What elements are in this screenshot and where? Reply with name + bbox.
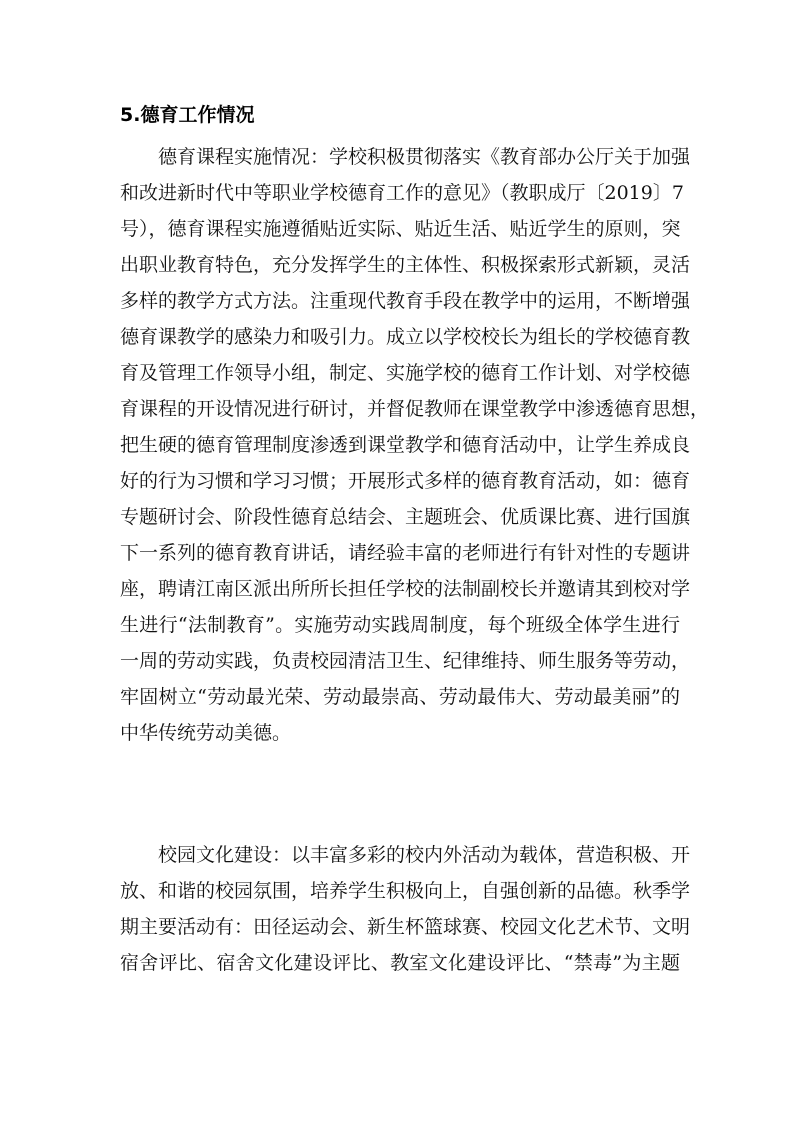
paragraph-line: 牢固树立“劳动最光荣、劳动最崇高、劳动最伟大、劳动最美丽”的 xyxy=(120,686,680,708)
paragraph-line: 座，聘请江南区派出所所长担任学校的法制副校长并邀请其到校对学 xyxy=(120,578,691,600)
paragraph-line: 出职业教育特色，充分发挥学生的主体性、积极探索形式新颖，灵活 xyxy=(120,254,691,276)
section-heading: 5.德育工作情况 xyxy=(120,104,255,126)
paragraph-moral-curriculum xyxy=(120,139,710,751)
paragraph-line: 下一系列的德育教育讲话，请经验丰富的老师进行有针对性的专题讲 xyxy=(120,542,691,564)
paragraph-line: 期主要活动有：田径运动会、新生杯篮球赛、校园文化艺术节、文明 xyxy=(120,916,691,938)
paragraph-line: 宿舍评比、宿舍文化建设评比、教室文化建设评比、“禁毒”为主题 xyxy=(120,952,680,974)
paragraph-line: 育及管理工作领导小组，制定、实施学校的德育工作计划、对学校德 xyxy=(120,362,691,384)
paragraph-line: 中华传统劳动美德。 xyxy=(120,722,292,744)
paragraph-line: 一周的劳动实践，负责校园清洁卫生、纪律维持、师生服务等劳动， xyxy=(120,650,691,672)
paragraph-line: 多样的教学方式方法。注重现代教育手段在教学中的运用，不断增强 xyxy=(120,290,691,312)
paragraph-line: 好的行为习惯和学习习惯；开展形式多样的德育教育活动，如：德育 xyxy=(120,470,691,492)
paragraph-line: 生进行“法制教育”。实施劳动实践周制度，每个班级全体学生进行 xyxy=(120,614,680,636)
paragraph-line: 专题研讨会、阶段性德育总结会、主题班会、优质课比赛、进行国旗 xyxy=(120,506,691,528)
paragraph-line: 育课程的开设情况进行研讨，并督促教师在课堂教学中渗透德育思想， xyxy=(120,398,710,420)
paragraph-line: 放、和谐的校园氛围，培养学生积极向上，自强创新的品德。秋季学 xyxy=(120,880,691,902)
paragraph-line: 和改进新时代中等职业学校德育工作的意见》（教职成厅〔2019〕7 xyxy=(120,182,684,204)
paragraph-line: 号），德育课程实施遵循贴近实际、贴近生活、贴近学生的原则，突 xyxy=(120,218,681,240)
paragraph-line: 德育课程实施情况：学校积极贯彻落实《教育部办公厅关于加强 xyxy=(158,146,691,168)
paragraph-line: 校园文化建设：以丰富多彩的校内外活动为载体，营造积极、开 xyxy=(158,844,691,866)
paragraph-line: 把生硬的德育管理制度渗透到课堂教学和德育活动中，让学生养成良 xyxy=(120,434,691,456)
paragraph-line: 德育课教学的感染力和吸引力。成立以学校校长为组长的学校德育教 xyxy=(120,326,691,348)
paragraph-campus-culture xyxy=(120,837,691,981)
